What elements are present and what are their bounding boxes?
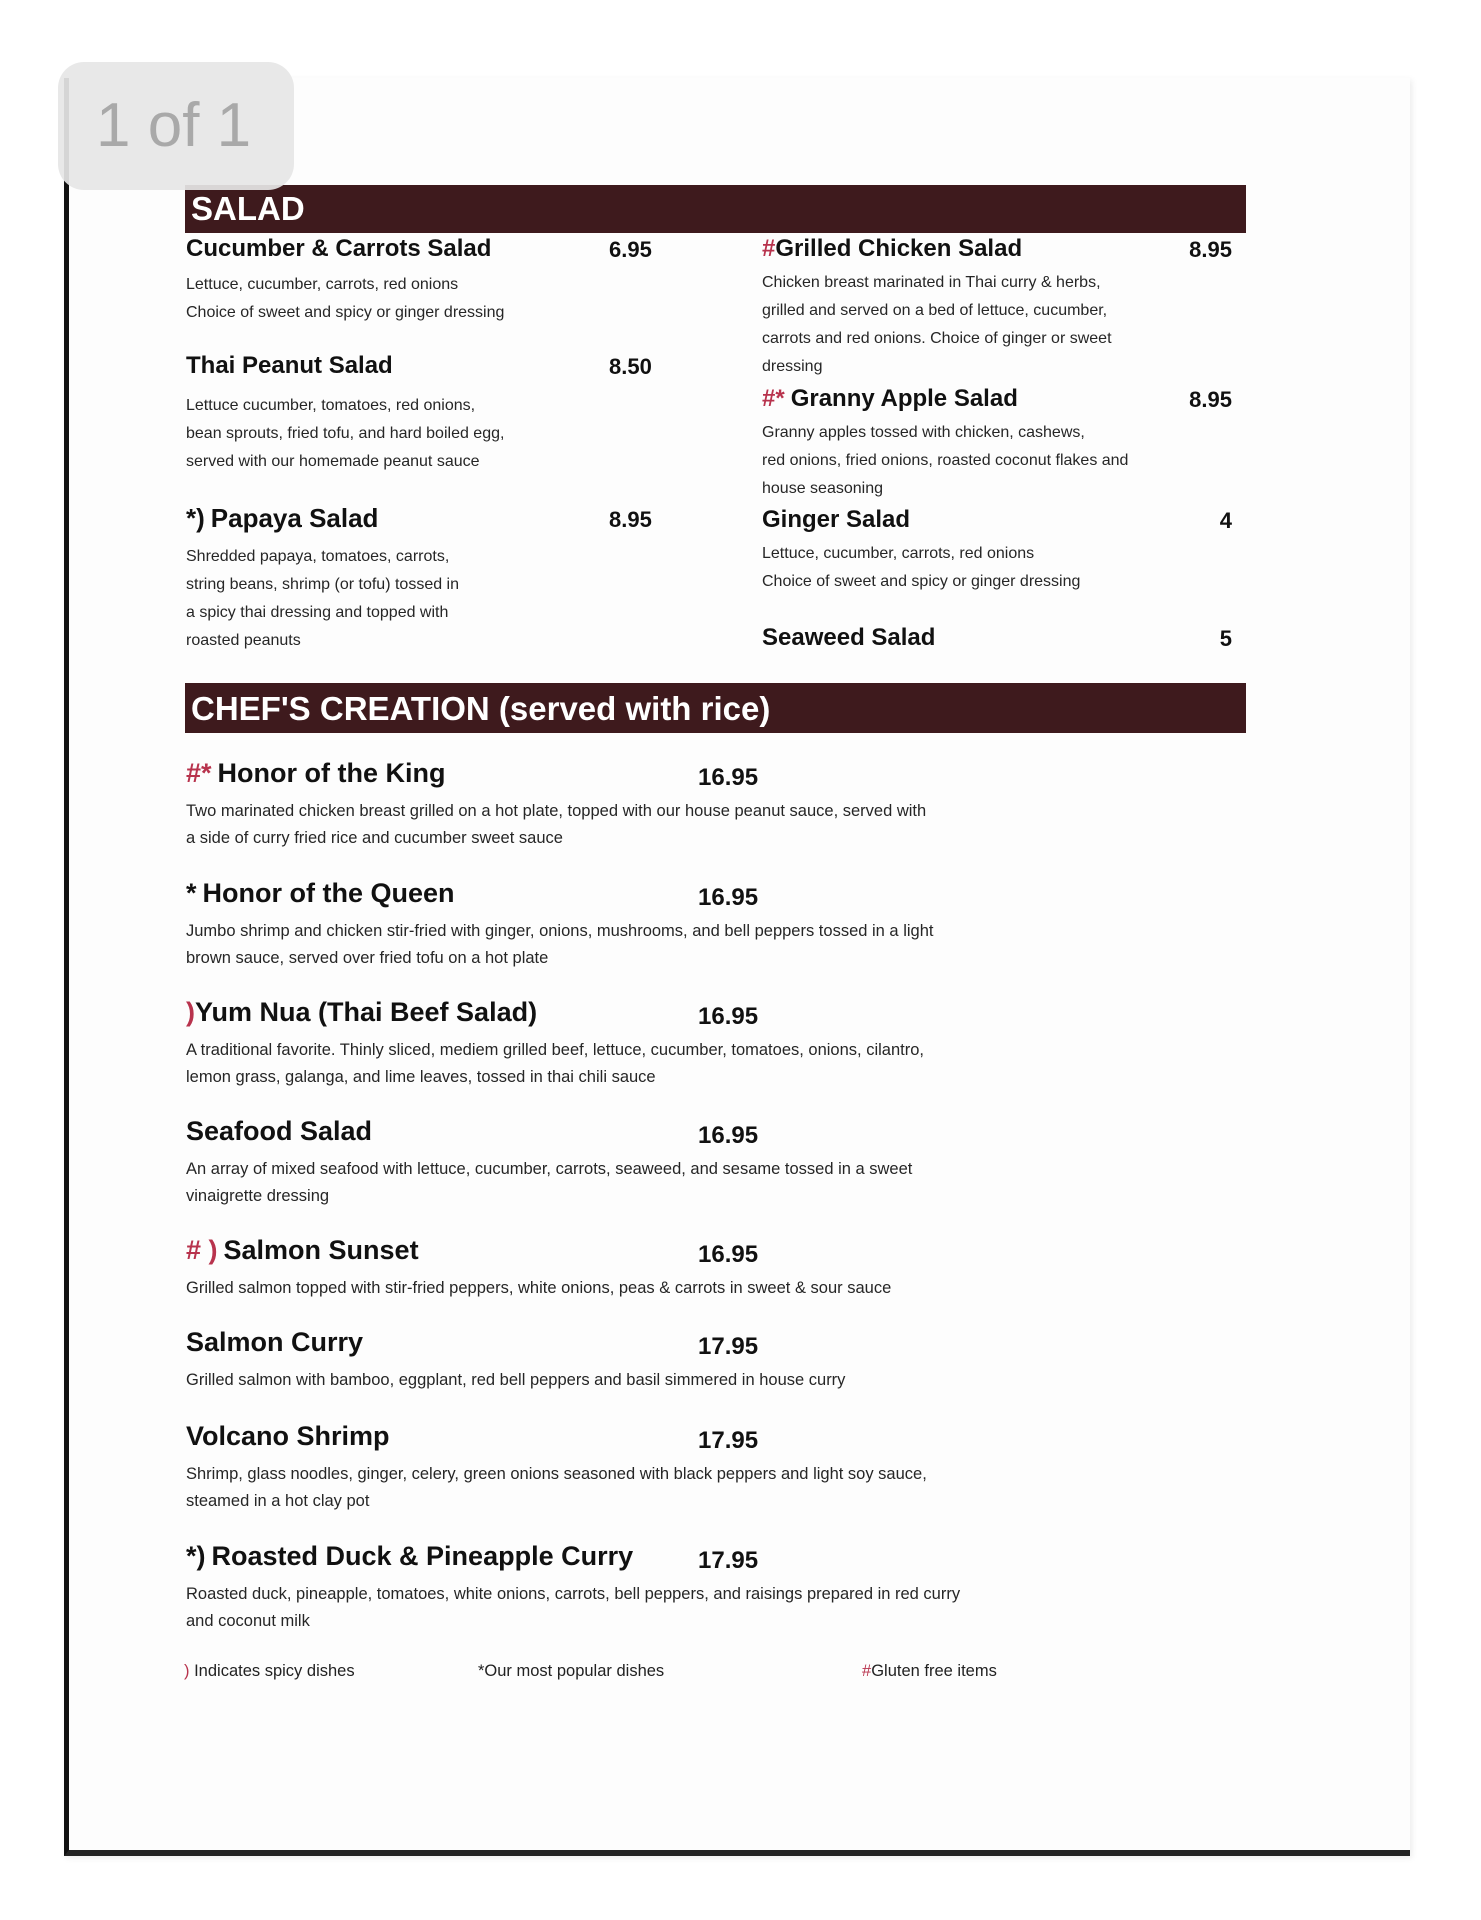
item-name: Volcano Shrimp: [186, 1421, 390, 1451]
item-description: Grilled salmon topped with stir-fried peppers, white onions, peas & carrots in sweet & sour sauce: [186, 1279, 892, 1297]
item-description: Chicken breast marinated in Thai curry & herbs, grilled and served on a bed of lettuce, cucumber, carrots and red onions. Choice of ginger or sweet dressing: [762, 274, 1112, 375]
legend-spicy: ) Indicates spicy dishes: [184, 1662, 355, 1680]
item-name: Seafood Salad: [186, 1116, 373, 1146]
legend-gluten-free: #Gluten free items: [862, 1662, 997, 1680]
legend-popular: *Our most popular dishes: [478, 1662, 665, 1680]
item-description: Lettuce, cucumber, carrots, red onions Choice of sweet and spicy or ginger dressing: [762, 545, 1081, 590]
item-description: Granny apples tossed with chicken, cashews, red onions, fried onions, roasted coconut flakes and house seasoning: [762, 424, 1129, 497]
item-description: An array of mixed seafood with lettuce, cucumber, carrots, seaweed, and sesame tossed in a sweet vinaigrette dressing: [186, 1160, 913, 1205]
item-name: *) Papaya Salad: [186, 503, 379, 533]
item-price: 17.95: [698, 1547, 759, 1574]
item-price: 5: [1219, 626, 1232, 651]
item-name: *) Roasted Duck & Pineapple Curry: [186, 1541, 634, 1571]
item-name: Ginger Salad: [762, 506, 911, 533]
item-description: Grilled salmon with bamboo, eggplant, red bell peppers and basil simmered in house curry: [186, 1371, 846, 1389]
item-name: )Yum Nua (Thai Beef Salad): [186, 997, 538, 1027]
item-description: Two marinated chicken breast grilled on a hot plate, topped with our house peanut sauce, served with a side of curry fried rice and cucumber sweet sauce: [186, 802, 927, 847]
item-price: 8.95: [1189, 237, 1232, 262]
item-price: 17.95: [698, 1427, 759, 1454]
item-name: #* Granny Apple Salad: [762, 385, 1018, 412]
item-price: 16.95: [698, 884, 759, 911]
item-description: Shredded papaya, tomatoes, carrots, string beans, shrimp (or tofu) tossed in a spicy thai dressing and topped with roasted peanuts: [186, 548, 460, 649]
salad-section-header: SALAD: [185, 185, 1246, 233]
item-price: 8.95: [1189, 387, 1232, 412]
item-name: # ) Salmon Sunset: [186, 1235, 419, 1265]
item-name: Cucumber & Carrots Salad: [186, 235, 492, 262]
item-description: Jumbo shrimp and chicken stir-fried with ginger, onions, mushrooms, and bell peppers tossed in a light brown sauce, served over fried tofu on a hot plate: [186, 922, 934, 967]
item-price: 16.95: [698, 1241, 759, 1268]
item-description: Shrimp, glass noodles, ginger, celery, green onions seasoned with black peppers and light soy sauce, steamed in a hot clay pot: [186, 1465, 927, 1510]
item-price: 6.95: [609, 237, 652, 262]
item-price: 16.95: [698, 1003, 759, 1030]
item-description: Roasted duck, pineapple, tomatoes, white onions, carrots, bell peppers, and raisings prepared in red curry and coconut milk: [186, 1585, 961, 1630]
item-price: 16.95: [698, 764, 759, 791]
item-price: 16.95: [698, 1122, 759, 1149]
item-name: Salmon Curry: [186, 1327, 364, 1357]
item-price: 17.95: [698, 1333, 759, 1360]
chef-creation-section-header: CHEF'S CREATION (served with rice): [185, 683, 1246, 733]
item-description: Lettuce cucumber, tomatoes, red onions, bean sprouts, fried tofu, and hard boiled egg, served with our homemade peanut sauce: [186, 397, 505, 470]
item-name: Thai Peanut Salad: [186, 352, 393, 379]
item-name: #Grilled Chicken Salad: [762, 235, 1023, 262]
item-price: 4: [1219, 508, 1232, 533]
item-price: 8.95: [609, 507, 652, 532]
item-name: Seaweed Salad: [762, 624, 936, 651]
item-price: 8.50: [609, 354, 652, 379]
item-name: * Honor of the Queen: [186, 878, 455, 908]
item-name: #* Honor of the King: [186, 758, 446, 788]
page-indicator: 1 of 1: [58, 62, 294, 190]
item-description: Lettuce, cucumber, carrots, red onions Choice of sweet and spicy or ginger dressing: [186, 276, 505, 321]
item-description: A traditional favorite. Thinly sliced, mediem grilled beef, lettuce, cucumber, tomatoes, onions, cilantro, lemon grass, galanga, and lime leaves, tossed in thai chili sauce: [186, 1041, 924, 1086]
